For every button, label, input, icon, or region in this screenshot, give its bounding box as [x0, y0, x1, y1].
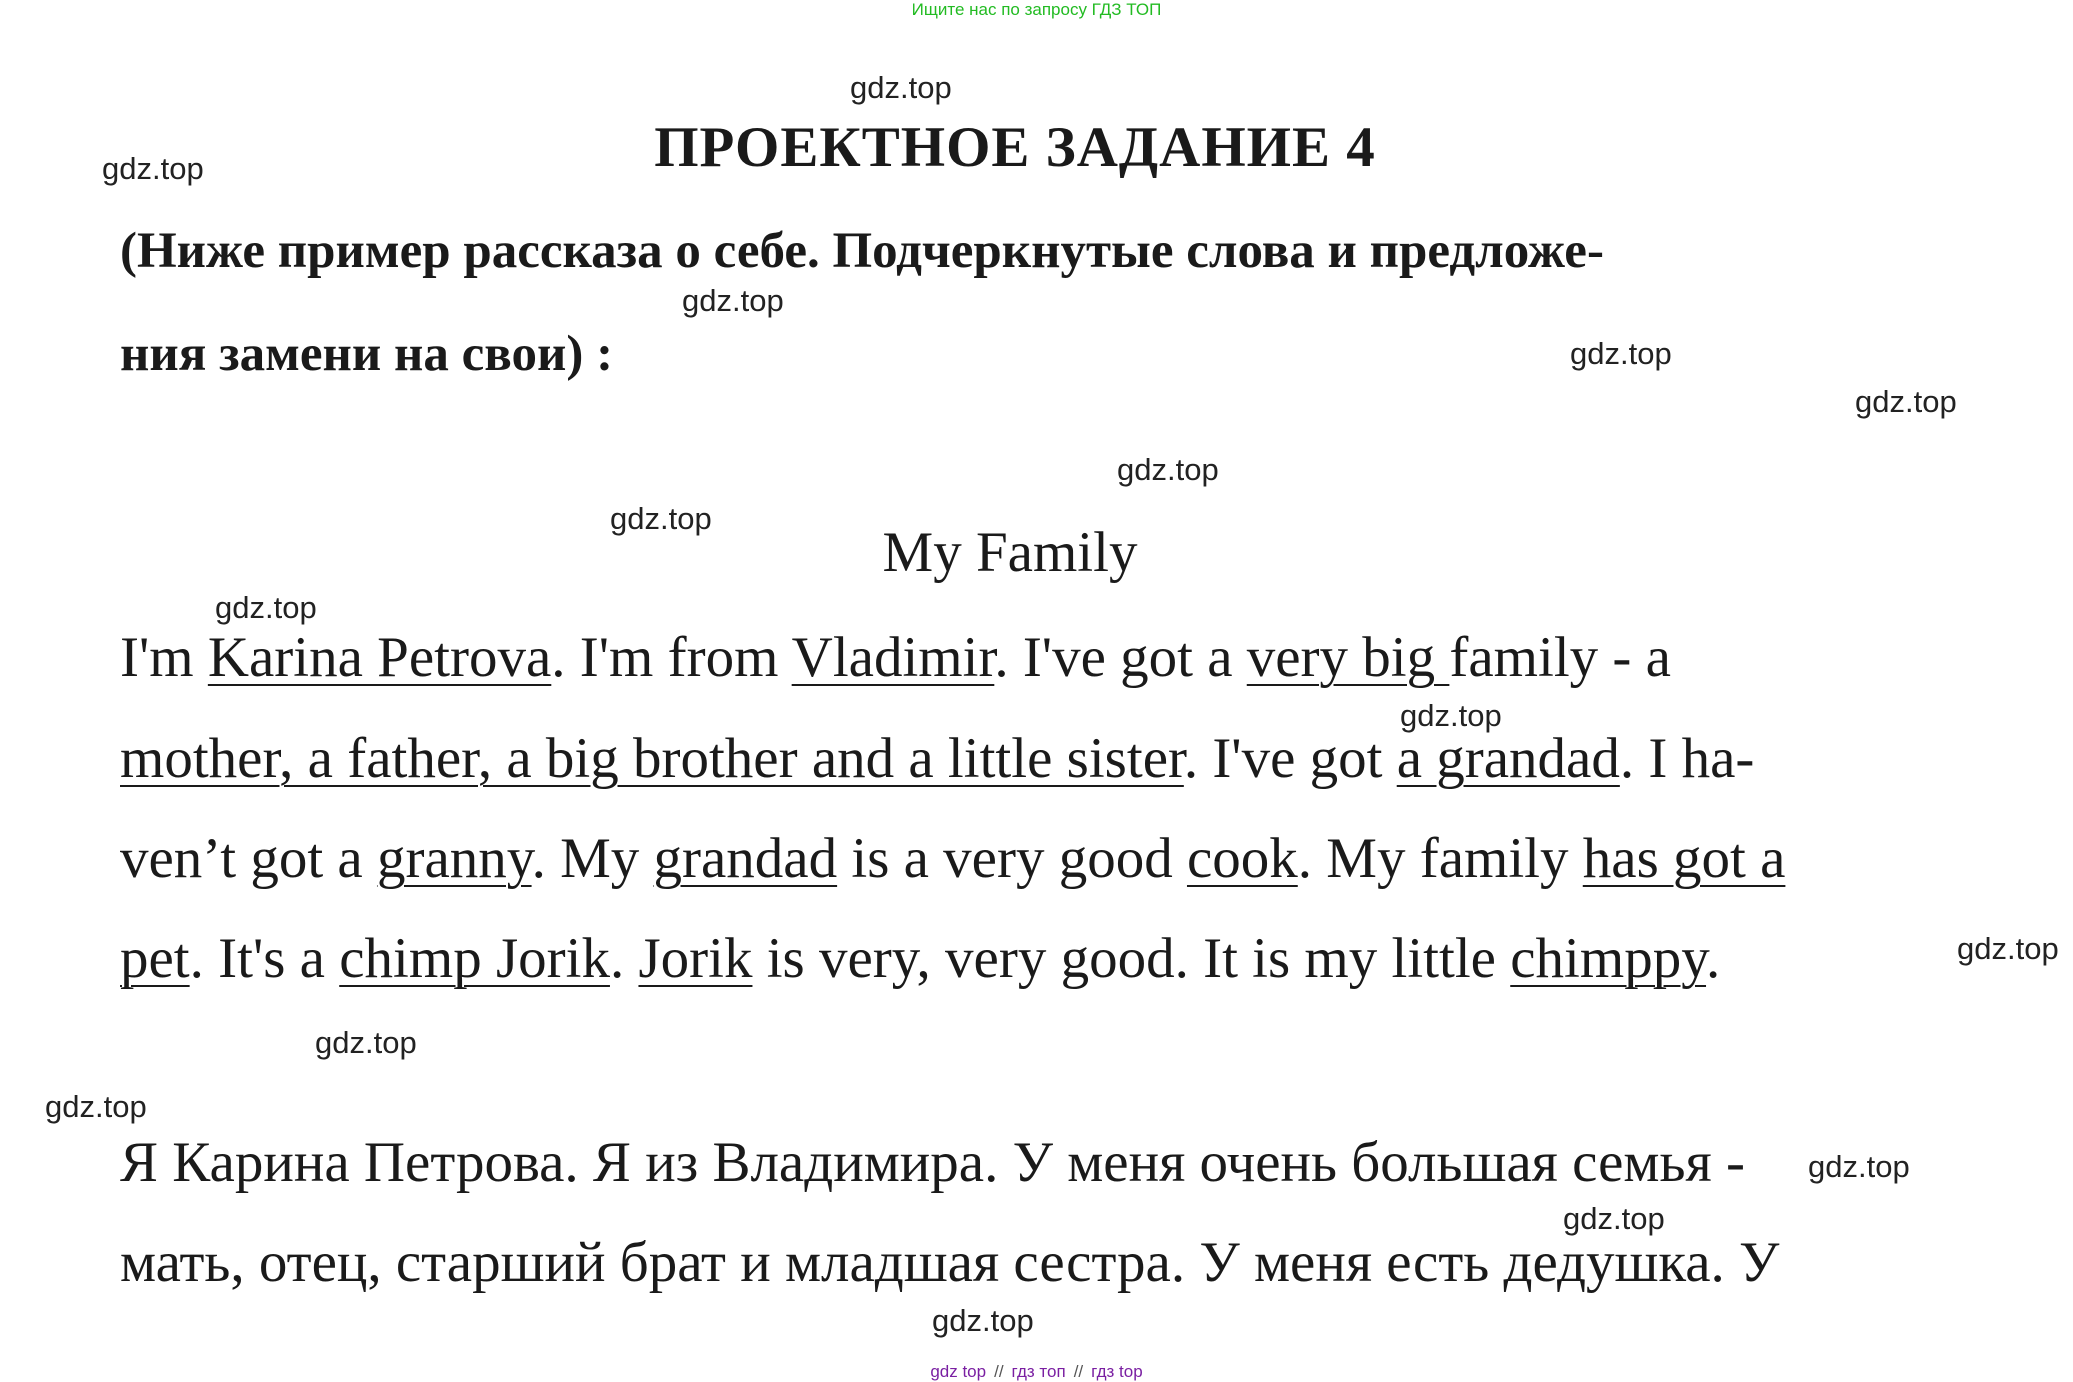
- instruction-line-1: (Ниже пример рассказа о себе. Подчеркнутые слова и предложе-: [120, 223, 1604, 279]
- story-title: My Family: [882, 521, 1138, 584]
- underlined-word: cook: [1186, 827, 1298, 890]
- separator: //: [1073, 1362, 1084, 1381]
- underlined-word: Jorik: [638, 927, 753, 990]
- watermark: gdz.top: [1117, 452, 1219, 487]
- underlined-word: chimppy: [1510, 927, 1707, 990]
- top-banner: Ищите нас по запросу ГДЗ ТОП: [911, 0, 1162, 19]
- footer-link[interactable]: гдз top: [1091, 1362, 1143, 1381]
- separator: //: [994, 1362, 1004, 1381]
- text: is a very good: [837, 827, 1187, 890]
- underlined-word: mother, a father, a big brother and a little sister: [120, 727, 1184, 790]
- underlined-word: Karina Petrova: [207, 626, 552, 689]
- underlined-word: has got a: [1582, 827, 1786, 890]
- english-line-4: [120, 926, 1720, 991]
- underlined-word: grandad: [653, 827, 838, 890]
- text: . I'm from: [551, 626, 792, 689]
- russian-line-1: Я Карина Петрова. Я из Владимира. У меня очень большая семья -: [120, 1131, 1745, 1194]
- text: I'm: [120, 626, 208, 689]
- watermark: gdz.top: [1855, 384, 1957, 419]
- instruction-line-2: ния замени на свои) :: [120, 326, 614, 382]
- watermark: gdz.top: [932, 1303, 1034, 1338]
- english-line-3: [120, 826, 1785, 891]
- text: .: [1706, 927, 1721, 990]
- english-line-2: [120, 726, 1754, 791]
- watermark: gdz.top: [315, 1025, 417, 1060]
- text: . I've got: [1183, 727, 1397, 790]
- text: is very, very good. It is my little: [752, 927, 1511, 990]
- underlined-word: granny: [376, 827, 532, 890]
- text: ven’t got a: [120, 827, 377, 890]
- watermark: gdz.top: [610, 501, 712, 536]
- footer-link[interactable]: гдз топ: [1011, 1362, 1066, 1381]
- underlined-word: pet: [120, 927, 190, 990]
- underlined-word: a grandad: [1396, 727, 1620, 790]
- russian-line-2: мать, отец, старший брат и младшая сестра. У меня есть дедушка. У: [120, 1231, 1780, 1294]
- watermark: gdz.top: [1400, 698, 1502, 733]
- watermark: gdz.top: [1570, 336, 1672, 371]
- page-title: ПРОЕКТНОЕ ЗАДАНИЕ 4: [654, 116, 1376, 179]
- watermark: gdz.top: [215, 590, 317, 625]
- underlined-word: chimp Jorik: [339, 927, 610, 990]
- footer-links: [0, 1362, 2073, 1382]
- watermark: gdz.top: [682, 283, 784, 318]
- text: .: [609, 927, 639, 990]
- watermark: gdz.top: [45, 1089, 147, 1124]
- watermark: gdz.top: [1563, 1201, 1665, 1236]
- english-line-1: [120, 625, 1671, 690]
- underlined-word: Vladimir: [791, 626, 995, 689]
- watermark: gdz.top: [1957, 931, 2059, 966]
- watermark: gdz.top: [102, 151, 204, 186]
- watermark: gdz.top: [1808, 1149, 1910, 1184]
- text: . I've got a: [994, 626, 1247, 689]
- text: . My: [531, 827, 654, 890]
- text: . It's a: [189, 927, 340, 990]
- text: . I ha-: [1619, 727, 1755, 790]
- footer-link[interactable]: gdz top: [930, 1362, 987, 1381]
- watermark: gdz.top: [850, 70, 952, 105]
- text: family - a: [1449, 626, 1671, 689]
- text: . My family: [1297, 827, 1583, 890]
- underlined-word: very big: [1246, 626, 1450, 689]
